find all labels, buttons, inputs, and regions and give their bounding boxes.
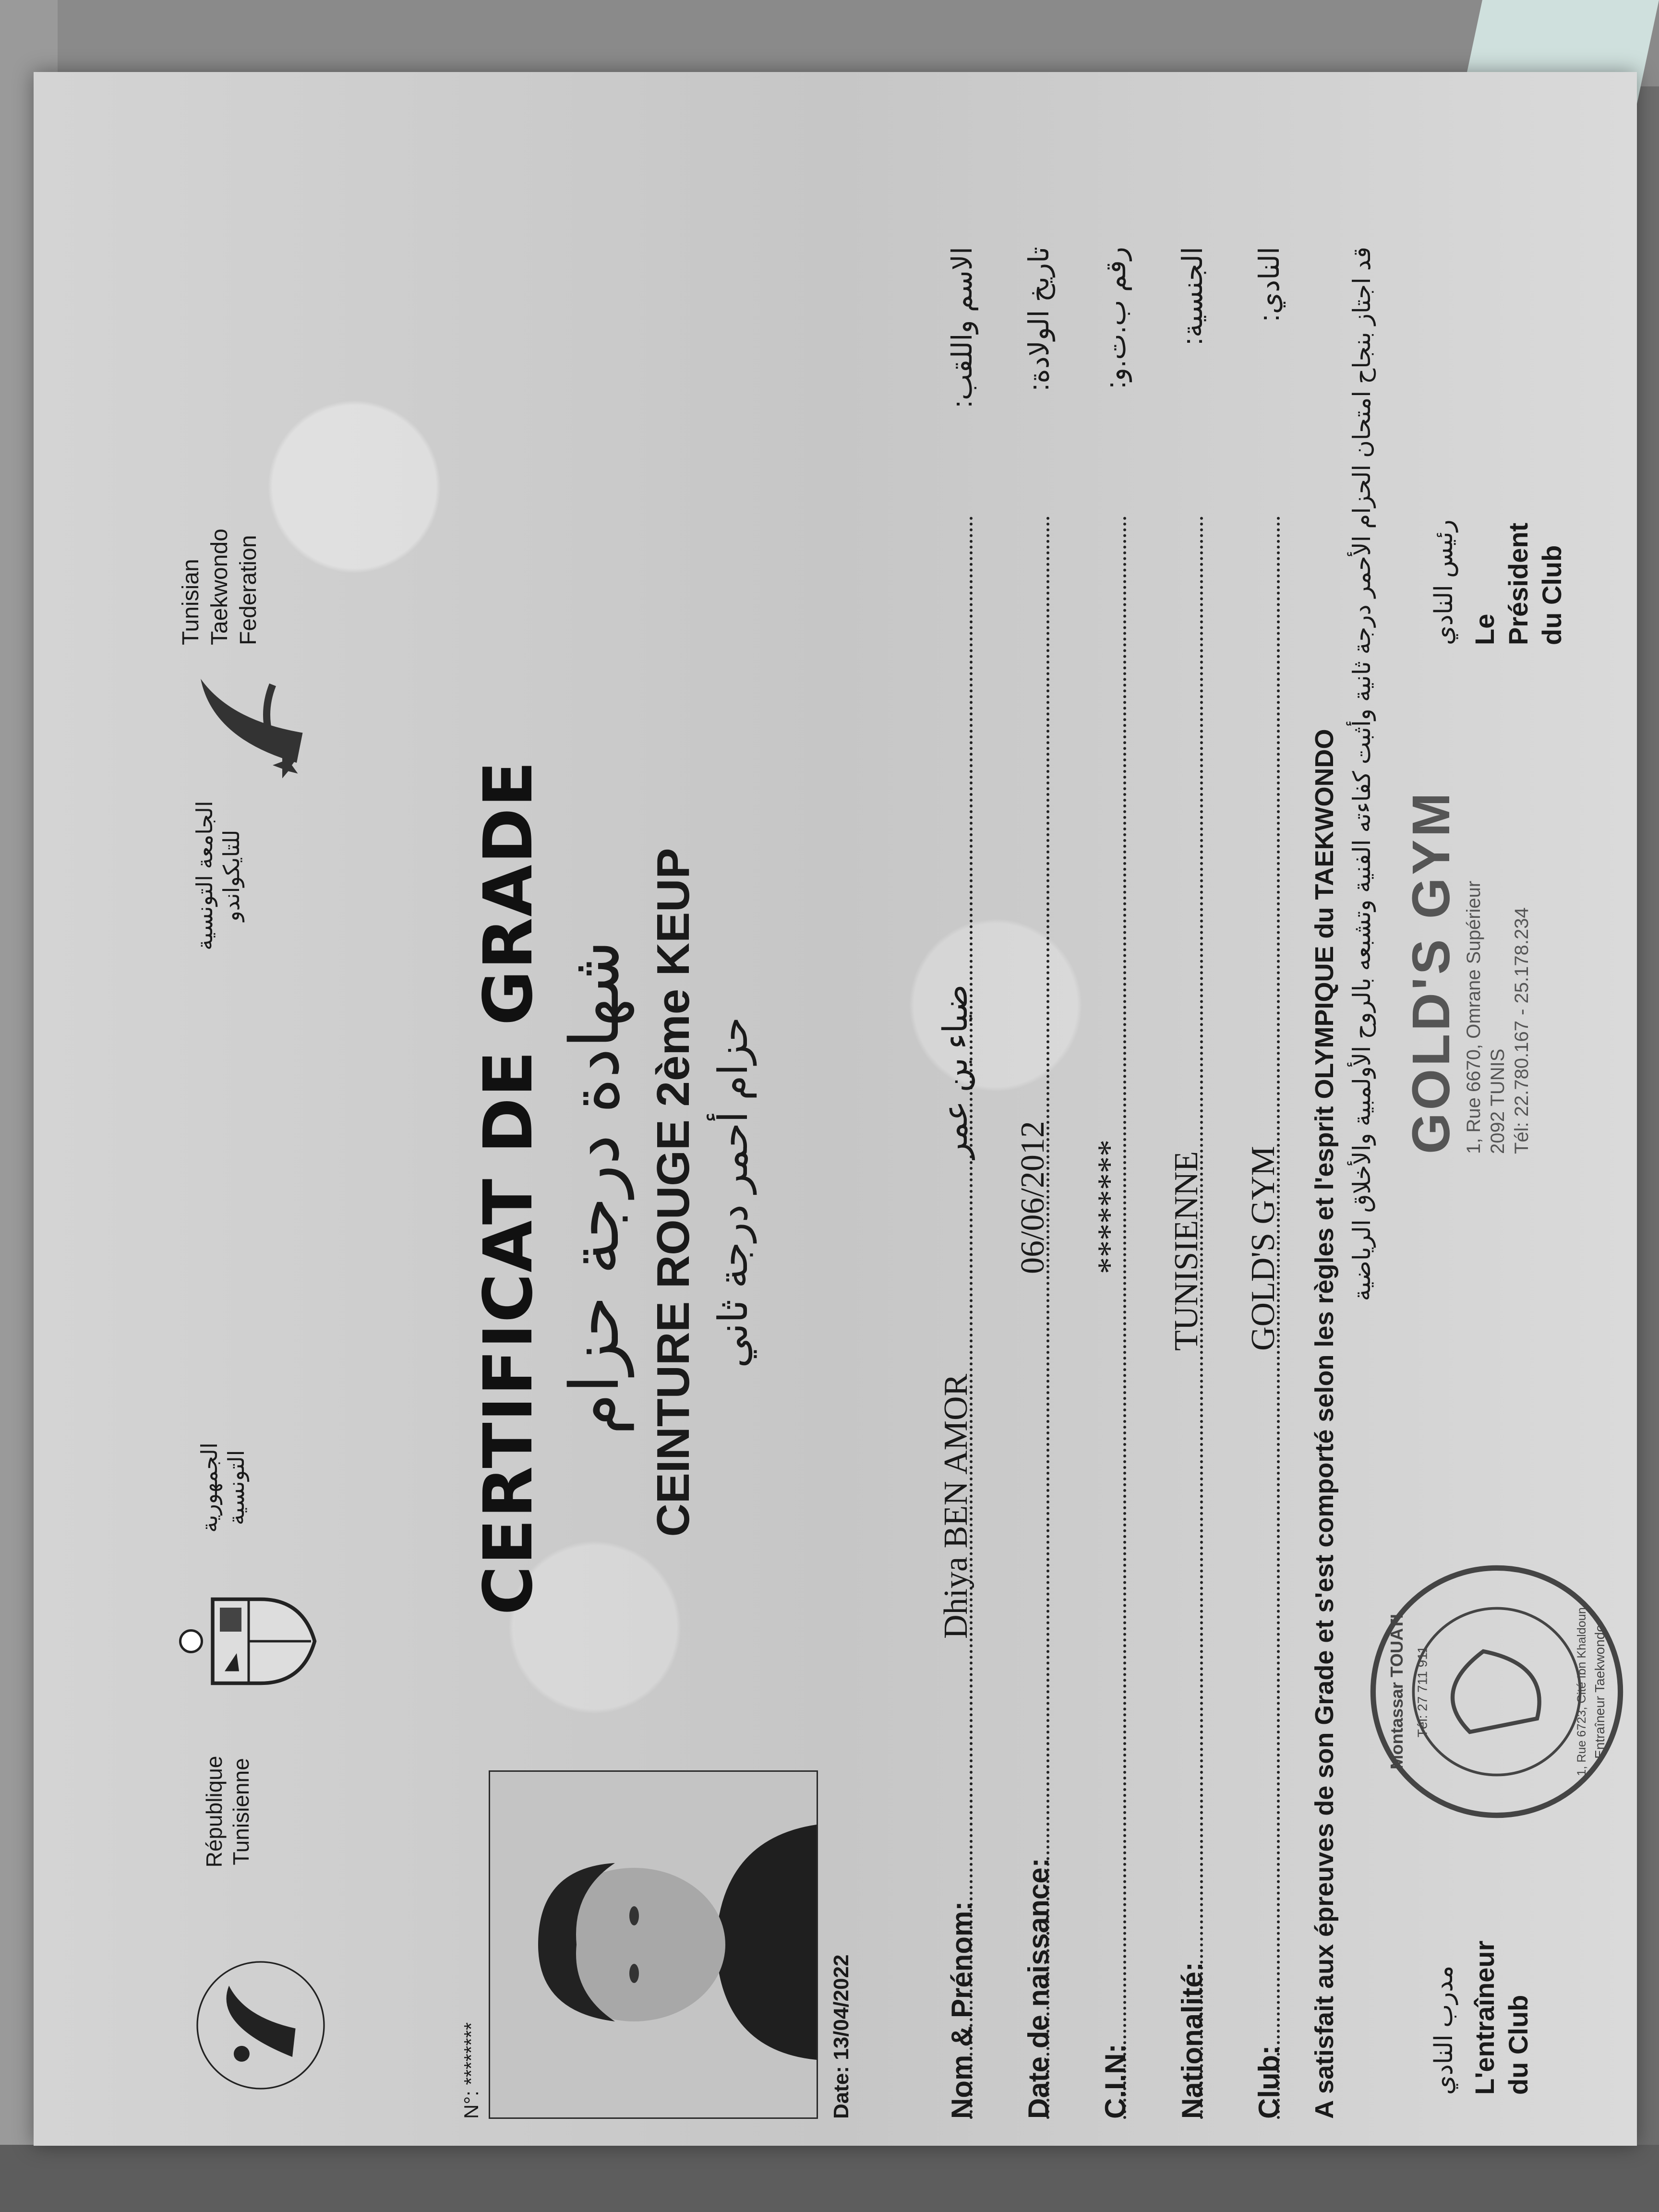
belt-grade: CEINTURE ROUGE 2ème KEUP bbox=[648, 848, 699, 1537]
field-value-arabic: ضياء بن عمر bbox=[938, 984, 974, 1159]
field-name bbox=[930, 247, 983, 2119]
certificate-number: N°: ******** bbox=[460, 2022, 482, 2119]
field-label: Club: bbox=[1253, 2045, 1285, 2119]
field-label: C.I.N: bbox=[1099, 2044, 1131, 2119]
stamp-address-text: 1, Rue 6723, Cité Ibn Khaldoun bbox=[1575, 1607, 1588, 1776]
belt-grade-arabic: حزام أحمر درجة ثاني bbox=[710, 1017, 756, 1368]
stamp-name-text: Montassar TOUATI bbox=[1387, 1613, 1407, 1770]
field-label: Nationalité: bbox=[1176, 1962, 1208, 2119]
club-stamp bbox=[1401, 722, 1564, 1154]
coach-label: L'entraîneur du Club bbox=[1469, 1940, 1533, 2095]
field-value: GOLD'S GYM bbox=[1245, 1146, 1282, 1351]
federation-label: Tunisian Taekwondo Federation bbox=[178, 529, 261, 645]
world-taekwondo-logo-icon bbox=[181, 1946, 340, 2104]
issue-date: Date: 13/04/2022 bbox=[830, 1954, 853, 2119]
field-label-arabic: رقم ب.ت.و: bbox=[1100, 247, 1131, 389]
republic-label-arabic: الجمهورية التونسية bbox=[197, 1443, 249, 1533]
field-label-arabic: تاريخ الولادة: bbox=[1023, 247, 1055, 391]
field-value: 06/06/2012 bbox=[1014, 1121, 1051, 1274]
stamp-role-text: Entraîneur Taekwondo bbox=[1592, 1624, 1607, 1759]
field-value: ******** bbox=[1091, 1140, 1128, 1274]
republic-label: République Tunisienne bbox=[202, 1755, 253, 1868]
coach-round-stamp bbox=[1362, 1557, 1631, 1826]
field-club bbox=[1238, 247, 1290, 2119]
certificate-document bbox=[124, 194, 1607, 2162]
tunisia-crest-icon bbox=[177, 1581, 321, 1701]
president-label: Le Président du Club bbox=[1469, 522, 1567, 645]
holder-photo bbox=[489, 1770, 818, 2119]
field-label: Date de naissance: bbox=[1022, 1858, 1055, 2119]
certificate-paper bbox=[34, 72, 1637, 2146]
dotted-line bbox=[970, 516, 973, 2119]
statement-text: A satisfait aux épreuves de son Grade et s'est comporté selon les règles et l'esprit OLYMPIQUE du TAEKWONDO bbox=[1310, 729, 1339, 2119]
club-stamp-name: GOLD'S GYM bbox=[1402, 790, 1461, 1154]
field-label-arabic: الجنسية: bbox=[1177, 247, 1208, 346]
field-value: Dhiya BEN AMOR bbox=[938, 1373, 974, 1639]
coach-label-arabic: مدرب النادي bbox=[1430, 1965, 1458, 2095]
field-birth-date bbox=[1007, 247, 1060, 2119]
field-label-arabic: الاسم واللقب: bbox=[947, 247, 978, 408]
federation-logo-icon bbox=[177, 664, 321, 789]
field-cin bbox=[1084, 247, 1137, 2119]
certificate-title: CERTIFICAT DE GRADE bbox=[469, 760, 548, 1615]
club-stamp-phone: Tél: 22.780.167 - 25.178.234 bbox=[1511, 907, 1532, 1154]
club-stamp-address: 1, Rue 6670, Omrane Supérieur bbox=[1463, 880, 1484, 1154]
dotted-line bbox=[1123, 516, 1126, 2119]
statement-text-arabic: قد اجتاز بنجاح امتحان الحزام الأحمر درجة ثانية وأثبت كفاءته الفنية وتشبعه بالروح الأولمبية والأخلاق الرياضية bbox=[1348, 247, 1375, 1301]
field-label: Nom & Prénom: bbox=[946, 1901, 978, 2119]
field-nationality bbox=[1161, 247, 1214, 2119]
president-label-arabic: رئيس النادي bbox=[1430, 519, 1458, 645]
certificate-title-arabic: شهادة درجة حزام bbox=[556, 940, 634, 1435]
stamp-phone-text: Tél: 27 711 911 bbox=[1415, 1646, 1430, 1738]
federation-label-arabic: الجامعة التونسية للتايكواندو bbox=[192, 801, 244, 950]
field-value: TUNISIENNE bbox=[1168, 1151, 1205, 1351]
field-label-arabic: النادي: bbox=[1254, 247, 1285, 322]
club-stamp-city: 2092 TUNIS bbox=[1487, 1048, 1508, 1154]
